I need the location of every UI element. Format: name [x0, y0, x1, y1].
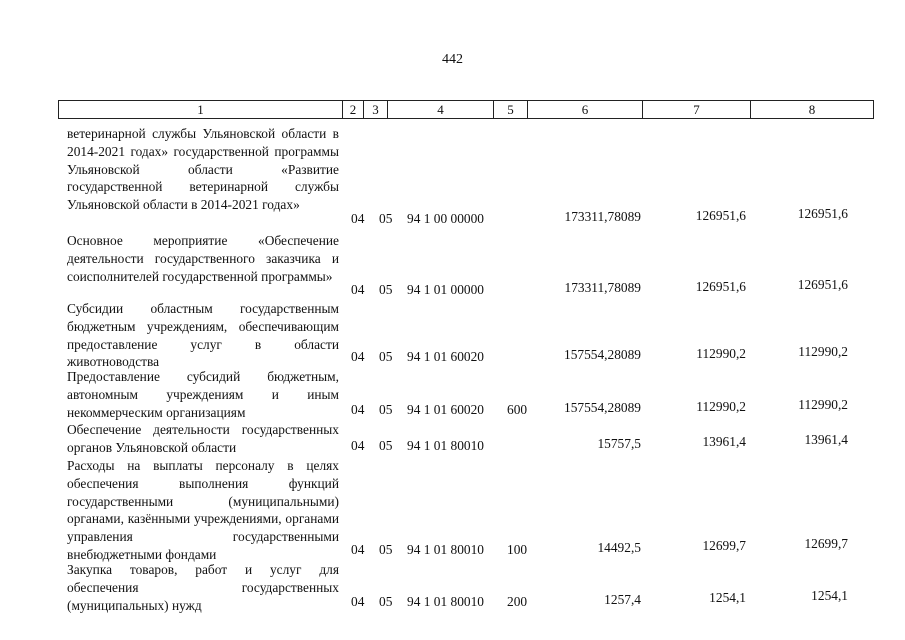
page-number: 442 — [442, 52, 463, 67]
cell-subsection: 05 — [379, 402, 393, 417]
cell-section: 04 — [351, 211, 365, 226]
cell-amount-8: 1254,1 — [811, 588, 848, 603]
cell-amount-8: 112990,2 — [798, 344, 848, 359]
cell-amount-6: 157554,28089 — [564, 347, 641, 362]
row-description: Субсидии областным государственным бюджетным учреждениям, обеспечивающим предоставление услуг в области животноводства — [67, 301, 339, 370]
header-col-3: 3 — [364, 101, 388, 118]
header-col-6: 6 — [528, 101, 643, 118]
cell-amount-7: 112990,2 — [696, 399, 746, 414]
row-description: ветеринарной службы Ульяновской области в 2014-2021 годах» государственной программы Ульяновской области «Развитие государственной ветеринарной службы Ульяновской области в 2014-2021 годах» — [67, 126, 339, 213]
cell-amount-6: 173311,78089 — [564, 280, 641, 295]
cell-section: 04 — [351, 402, 365, 417]
cell-amount-8: 12699,7 — [804, 536, 848, 551]
cell-amount-7: 112990,2 — [696, 346, 746, 361]
cell-subsection: 05 — [379, 211, 393, 226]
header-col-7: 7 — [643, 101, 751, 118]
cell-target-code: 94 1 01 00000 — [407, 282, 484, 297]
cell-amount-7: 13961,4 — [702, 434, 746, 449]
cell-section: 04 — [351, 438, 365, 453]
cell-subsection: 05 — [379, 594, 393, 609]
row-description: Обеспечение деятельности государственных органов Ульяновской области — [67, 422, 339, 455]
cell-subsection: 05 — [379, 349, 393, 364]
cell-subsection: 05 — [379, 542, 393, 557]
cell-amount-8: 112990,2 — [798, 397, 848, 412]
header-col-4: 4 — [388, 101, 494, 118]
cell-amount-7: 126951,6 — [695, 208, 746, 223]
header-col-2: 2 — [343, 101, 364, 118]
cell-amount-6: 1257,4 — [604, 592, 641, 607]
cell-expense-type: 600 — [507, 402, 528, 417]
cell-expense-type: 100 — [507, 542, 528, 557]
cell-section: 04 — [351, 542, 365, 557]
cell-expense-type: 200 — [507, 594, 528, 609]
header-col-5: 5 — [494, 101, 528, 118]
cell-amount-7: 12699,7 — [702, 538, 746, 553]
cell-target-code: 94 1 01 80010 — [407, 594, 484, 609]
row-description: Закупка товаров, работ и услуг для обеспечения государственных (муниципальных) нужд — [67, 562, 339, 613]
cell-target-code: 94 1 00 00000 — [407, 211, 484, 226]
cell-target-code: 94 1 01 80010 — [407, 438, 484, 453]
cell-amount-6: 173311,78089 — [564, 209, 641, 224]
cell-section: 04 — [351, 594, 365, 609]
header-col-1: 1 — [59, 101, 343, 118]
cell-target-code: 94 1 01 60020 — [407, 402, 484, 417]
cell-section: 04 — [351, 282, 365, 297]
row-description: Основное мероприятие «Обеспечение деятельности государственного заказчика и соисполнителей государственной программы» — [67, 233, 339, 284]
cell-amount-8: 13961,4 — [804, 432, 848, 447]
cell-amount-6: 15757,5 — [597, 436, 641, 451]
row-description: Предоставление субсидий бюджетным, автономным учреждениям и иным некоммерческим организациям — [67, 369, 339, 420]
row-description: Расходы на выплаты персоналу в целях обеспечения выполнения функций государственными (муниципальными) органами, казёнными учреждениями, органами управления государственными внебюджетными фондами — [67, 458, 339, 562]
table-header — [58, 100, 874, 119]
cell-amount-7: 1254,1 — [709, 590, 746, 605]
cell-amount-7: 126951,6 — [695, 279, 746, 294]
header-col-8: 8 — [808, 102, 816, 117]
cell-section: 04 — [351, 349, 365, 364]
cell-target-code: 94 1 01 60020 — [407, 349, 484, 364]
cell-amount-8: 126951,6 — [797, 277, 848, 292]
cell-amount-8: 126951,6 — [797, 206, 848, 221]
cell-target-code: 94 1 01 80010 — [407, 542, 484, 557]
cell-subsection: 05 — [379, 438, 393, 453]
cell-subsection: 05 — [379, 282, 393, 297]
cell-amount-6: 14492,5 — [597, 540, 641, 555]
cell-amount-6: 157554,28089 — [564, 400, 641, 415]
